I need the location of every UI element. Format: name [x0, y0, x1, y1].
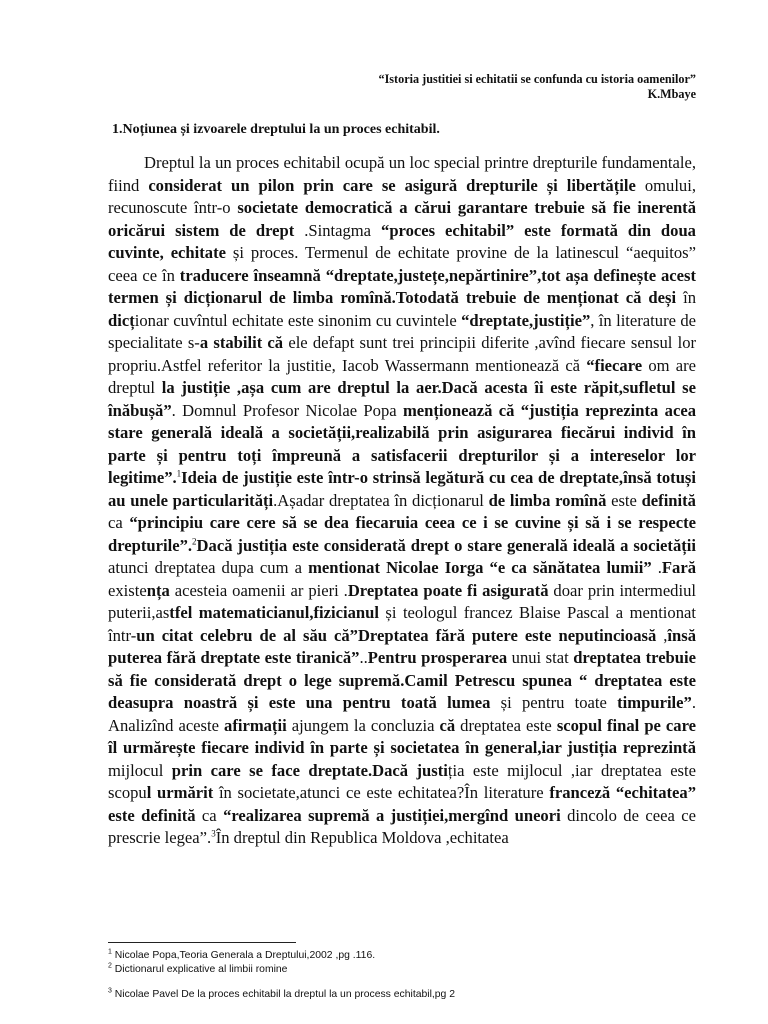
text-run: traducere înseamnă “dreptate,justețe,nepărtinire”,tot așa definește acest termen și dicționarul de limba romînă.Totodată trebuie de menționat că deși [108, 265, 696, 307]
text-run: atunci dreptatea dupa cum a [108, 558, 309, 577]
text-run: “proces echitabil” este formată din doua cuvinte, echitate [108, 220, 696, 262]
text-run: , în literature de specialitate s- [108, 310, 696, 352]
footnote-number: 1 [108, 948, 112, 956]
footnote-text: Nicolae Pavel De la proces echitabil la dreptul la un process echitabil,pg 2 [114, 989, 455, 1000]
footnote-reference: 1 [176, 468, 182, 479]
section-heading: 1.Noțiunea și izvoarele dreptului la un proces echitabil. [112, 122, 440, 137]
text-run: dreptatea este [455, 715, 557, 735]
text-run: și este una pentru toată lumea [247, 693, 491, 712]
footnote-3 [108, 988, 696, 1002]
footnote-number: 2 [108, 962, 112, 970]
text-run: în [676, 288, 696, 307]
footnote-reference: 3 [211, 828, 216, 839]
footnote-text: Dictionarul explicative al limbii romine [114, 964, 288, 975]
footnotes [108, 949, 696, 1002]
footnote-divider [108, 942, 296, 943]
text-run: existe [108, 580, 147, 600]
text-run: și proces. Termenul de echitate provine de la latinescul “aequitos” ceea ce în [108, 243, 696, 285]
text-run: ele defapt sunt trei principii diferite ,avînd fiecare sensul lor propriu.Astfel referitor la justitie, Iacob Wassermann mentionează că [108, 333, 697, 375]
text-run: nța [146, 580, 170, 600]
epigraph [176, 72, 696, 102]
text-run: considerat un pilon prin care se asigură drepturile și libertățile [148, 175, 636, 195]
text-run: .. [359, 648, 368, 667]
text-run: în societate,atunci ce este echitatea?În literature [213, 783, 550, 802]
text-run: “realizarea supremă a justiției,mergînd uneori [223, 805, 561, 825]
text-run: strinsă legătură cu cea de dreptate,însă totuși au unele particularități [108, 468, 696, 510]
text-run: la justiție ,așa cum are dreptul la aer.Dacă acesta îi este răpit,sufletul se înăbușă” [108, 378, 696, 420]
text-run: dincolo de ceea ce prescrie legea”. [108, 805, 696, 847]
text-run: este [606, 490, 642, 510]
epigraph-author: K.Mbaye [647, 87, 696, 101]
text-run: .Sintagma [294, 220, 382, 240]
text-run: “principiu care cere să se dea fiecaruia ceea ce i se cuvine și să i se respecte drepturile” [108, 513, 696, 555]
text-run: Dacă justiția este considerată drept o stare generală ideală a societății [196, 535, 696, 555]
body-paragraph [108, 152, 696, 850]
text-run: . [172, 468, 177, 487]
text-run: . Analizînd aceste [108, 693, 696, 735]
text-run: Dreptul la un proces echitabil ocupă un loc special printre drepturile fundamentale, fiind [108, 153, 696, 195]
text-run [237, 693, 247, 712]
text-run: menționează că “justiția reprezinta acea stare generală ideală a societății,realizabilă prin asigurarea fiecărui individ în parte și pentru toți împreună a satisfacerii drepturilor și a intereselor lor legitime” [108, 400, 696, 487]
text-run: ajungem la concluzia [286, 715, 440, 735]
text-run: ția este mijlocul ,iar dreptatea este scopu [108, 760, 696, 802]
text-run: , [656, 625, 668, 645]
text-run: om are dreptul [108, 355, 696, 397]
text-run: “dreptate,justiție” [461, 310, 591, 330]
text-run: . [187, 535, 193, 555]
body-text [108, 152, 696, 850]
text-run: . [651, 558, 662, 577]
text-run: unui stat [507, 648, 574, 667]
text-run: doar prin intermediul puterii,as [108, 580, 696, 622]
text-run: mijlocul [108, 760, 172, 780]
text-run: a stabilit că [199, 333, 284, 352]
text-run: Fară [661, 558, 697, 577]
text-run: afirmații [224, 715, 287, 735]
text-run: .Așadar dreptatea în dicționarul [273, 490, 489, 510]
text-run: dicț [108, 310, 135, 330]
text-run: mentionat Nicolae Iorga “e ca sănătatea lumii” [308, 558, 652, 577]
text-run: societate democratică a cărui garantare trebuie să fie inerentă oricărui sistem de drept [108, 198, 697, 240]
text-run: însă puterea fără dreptate este tiranică” [108, 625, 696, 667]
footnote-text: Nicolae Popa,Teoria Generala a Dreptului,2002 ,pg .116. [114, 950, 376, 961]
text-run: . Domnul Profesor Nicolae Popa [171, 400, 403, 420]
text-run: că [439, 715, 456, 735]
text-run: În dreptul din Republica Moldova ,echitatea [215, 828, 509, 847]
text-run: Dreptatea poate fi asigurată [347, 580, 549, 600]
text-run: dreptatea trebuie să fie considerată drept o lege supremă.Camil Petrescu spunea “ dreptatea este deasupra noastră [108, 648, 696, 712]
text-run: ca [108, 513, 130, 532]
text-run: “fiecare [586, 355, 643, 375]
text-run: un citat celebru de al său că”Dreptatea fără putere este neputincioasă [136, 625, 657, 645]
text-run: ionar cuvîntul echitate este sinonim cu cuvintele [134, 310, 462, 330]
text-run: ca [195, 805, 224, 825]
text-run: și teologul francez Blaise Pascal a mentionat într- [108, 603, 696, 645]
text-run: omului, recunoscute într-o [108, 175, 696, 217]
text-run: și pentru toate [490, 693, 618, 712]
text-run: prin care se face dreptate.Dacă justi [171, 760, 448, 780]
text-run: l urmărit [146, 783, 214, 802]
text-run: Ideia de justiție este într-o [181, 468, 373, 487]
text-run: acesteia oamenii ar pieri . [169, 580, 348, 600]
text-run: timpurile” [617, 693, 692, 712]
text-run: tfel matematicianul,fizicianul [169, 603, 379, 622]
footnote-reference: 2 [192, 535, 197, 546]
text-run: Pentru prosperarea [367, 648, 508, 667]
epigraph-quote: “Istoria justitiei si echitatii se confunda cu istoria oamenilor” [378, 72, 696, 86]
footnote-number: 3 [108, 987, 112, 995]
footnote-2 [108, 963, 696, 977]
footnote-1 [108, 949, 696, 963]
text-run: scopul final pe care îl urmărește fiecare individ în parte și societatea în general,iar justiția reprezintă [108, 715, 697, 757]
text-run: franceză “echitatea” este definită [108, 783, 696, 825]
text-run: definită [641, 490, 696, 510]
text-run: de limba romînă [488, 490, 607, 510]
